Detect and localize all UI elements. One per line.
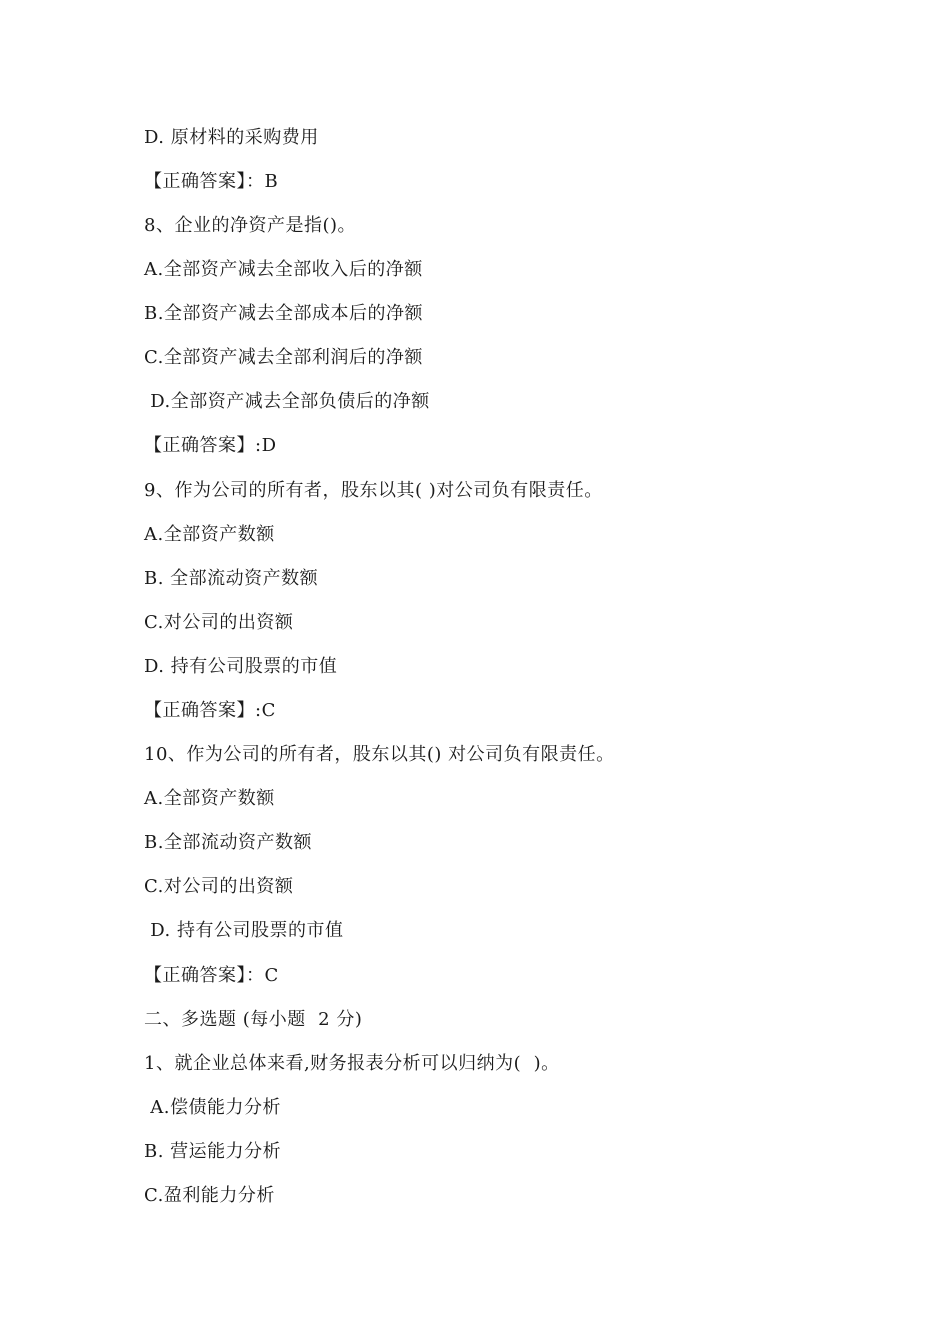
- option-d-q7: D. 原材料的采购费用: [144, 127, 319, 148]
- option-c-q10: C.对公司的出资额: [144, 876, 294, 897]
- option-d-q9: D. 持有公司股票的市值: [144, 656, 338, 677]
- answer-q7: 【正确答案】：B: [144, 171, 279, 192]
- option-a-q9: A.全部资产数额: [144, 524, 275, 545]
- option-a-q8: A.全部资产减去全部收入后的净额: [144, 259, 423, 280]
- multi-question-1: 1、就企业总体来看,财务报表分析可以归纳为( )。: [144, 1053, 560, 1074]
- question-8: 8、企业的净资产是指()。: [144, 215, 356, 236]
- option-a-mq1: A.偿债能力分析: [144, 1097, 281, 1118]
- answer-q8: 【正确答案】:D: [144, 435, 277, 456]
- option-d-q8: D.全部资产减去全部负债后的净额: [144, 391, 430, 412]
- option-b-q8: B.全部资产减去全部成本后的净额: [144, 303, 423, 324]
- option-b-q9: B. 全部流动资产数额: [144, 568, 319, 589]
- option-c-q9: C.对公司的出资额: [144, 612, 294, 633]
- option-b-q10: B.全部流动资产数额: [144, 832, 312, 853]
- option-c-q8: C.全部资产减去全部利润后的净额: [144, 347, 423, 368]
- answer-q9: 【正确答案】:C: [144, 700, 276, 721]
- question-9: 9、作为公司的所有者，股东以其( )对公司负有限责任。: [144, 480, 603, 501]
- section-heading: 二、多选题 (每小题 2 分): [144, 1009, 363, 1030]
- answer-q10: 【正确答案】：C: [144, 965, 279, 986]
- option-b-mq1: B. 营运能力分析: [144, 1141, 282, 1162]
- option-d-q10: D. 持有公司股票的市值: [144, 920, 344, 941]
- question-10: 10、作为公司的所有者，股东以其() 对公司负有限责任。: [144, 744, 615, 765]
- option-c-mq1: C.盈利能力分析: [144, 1185, 275, 1206]
- option-a-q10: A.全部资产数额: [144, 788, 275, 809]
